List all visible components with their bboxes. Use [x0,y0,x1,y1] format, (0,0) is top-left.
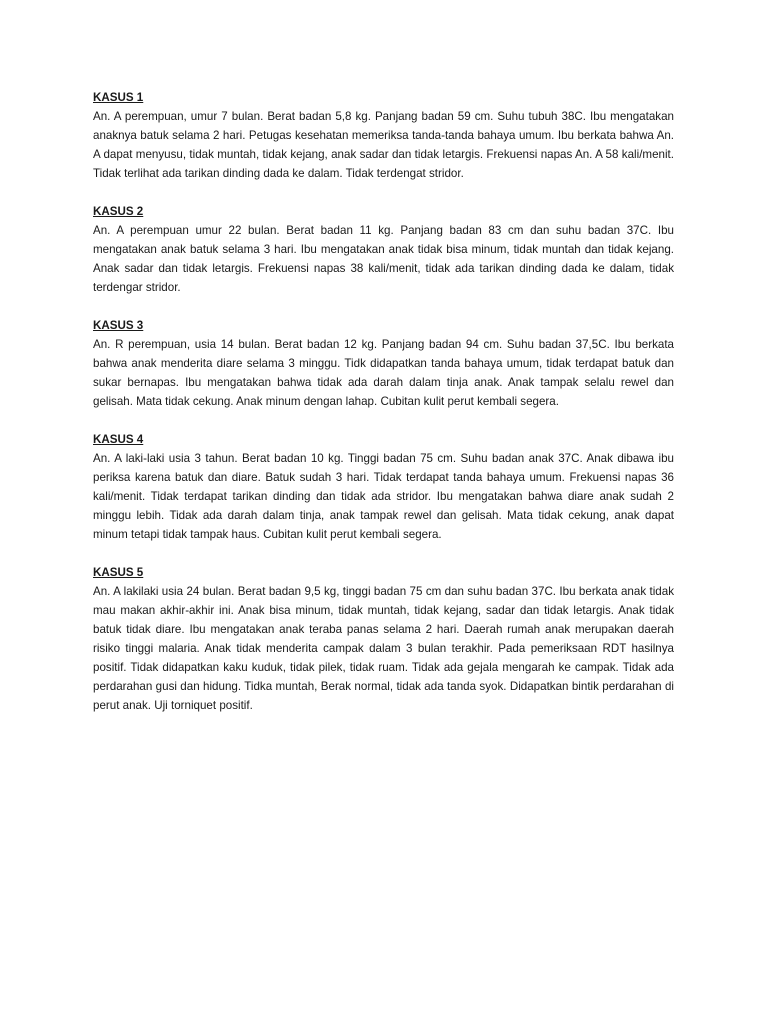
case-4 [93,430,674,544]
case-2 [93,202,674,297]
case-title: KASUS 5 [93,566,144,579]
case-title: KASUS 1 [93,91,144,104]
case-text: An. A perempuan, umur 7 bulan. Berat badan 5,8 kg. Panjang badan 59 cm. Suhu tubuh 38C. Ibu mengatakan anaknya batuk selama 2 hari. Petugas kesehatan memeriksa tanda-tanda bahaya umum. Ibu berkata bahwa An. A dapat menyusu, tidak muntah, tidak kejang, anak sadar dan tidak letargis. Frekuensi napas An. A 58 kali/menit. Tidak terlihat ada tarikan dinding dada ke dalam. Tidak terdengat stridor. [93,110,674,180]
document-page [93,88,674,734]
case-title: KASUS 3 [93,319,144,332]
case-3 [93,316,674,411]
case-1 [93,88,674,183]
case-text: An. A lakilaki usia 24 bulan. Berat badan 9,5 kg, tinggi badan 75 cm dan suhu badan 37C. Ibu berkata anak tidak mau makan akhir-akhir ini. Anak bisa minum, tidak muntah, tidak kejang, sadar dan tidak letargis. Anak tidak batuk tidak diare. Ibu mengatakan anak teraba panas selama 2 hari. Daerah rumah anak merupakan daerah risiko tinggi malaria. Anak tidak menderita campak dalam 3 bulan terakhir. Pada pemeriksaan RDT hasilnya positif. Tidak didapatkan kaku kuduk, tidak pilek, tidak ruam. Tidak ada gejala mengarah ke campak. Tidak ada perdarahan gusi dan hidung. Tidka muntah, Berak normal, tidak ada tanda syok. Didapatkan bintik perdarahan di perut anak. Uji torniquet positif. [93,585,674,712]
case-title: KASUS 2 [93,205,144,218]
case-5 [93,563,674,715]
case-text: An. A perempuan umur 22 bulan. Berat badan 11 kg. Panjang badan 83 cm dan suhu badan 37C. Ibu mengatakan anak batuk selama 3 hari. Ibu mengatakan anak tidak bisa minum, tidak muntah dan tidak kejang. Anak sadar dan tidak letargis. Frekuensi napas 38 kali/menit, tidak ada tarikan dinding dada ke dalam, tidak terdengar stridor. [93,224,674,294]
case-text: An. A laki-laki usia 3 tahun. Berat badan 10 kg. Tinggi badan 75 cm. Suhu badan anak 37C. Anak dibawa ibu periksa karena batuk dan diare. Batuk sudah 3 hari. Tidak terdapat tanda bahaya umum. Frekuensi napas 36 kali/menit. Tidak terdapat tarikan dinding dan tidak ada stridor. Ibu mengatakan bahwa diare anak sudah 2 minggu lebih. Tidak ada darah dalam tinja, anak tampak rewel dan gelisah. Mata tidak cekung, anak dapat minum tetapi tidak tampak haus. Cubitan kulit perut kembali segera. [93,452,674,541]
case-text: An. R perempuan, usia 14 bulan. Berat badan 12 kg. Panjang badan 94 cm. Suhu badan 37,5C. Ibu berkata bahwa anak menderita diare selama 3 minggu. Tidk didapatkan tanda bahaya umum, tidak terdapat batuk dan sukar bernapas. Ibu mengatakan bahwa tidak ada darah dalam tinja anak. Anak tampak selalu rewel dan gelisah. Mata tidak cekung. Anak minum dengan lahap. Cubitan kulit perut kembali segera. [93,338,674,408]
case-title: KASUS 4 [93,433,144,446]
